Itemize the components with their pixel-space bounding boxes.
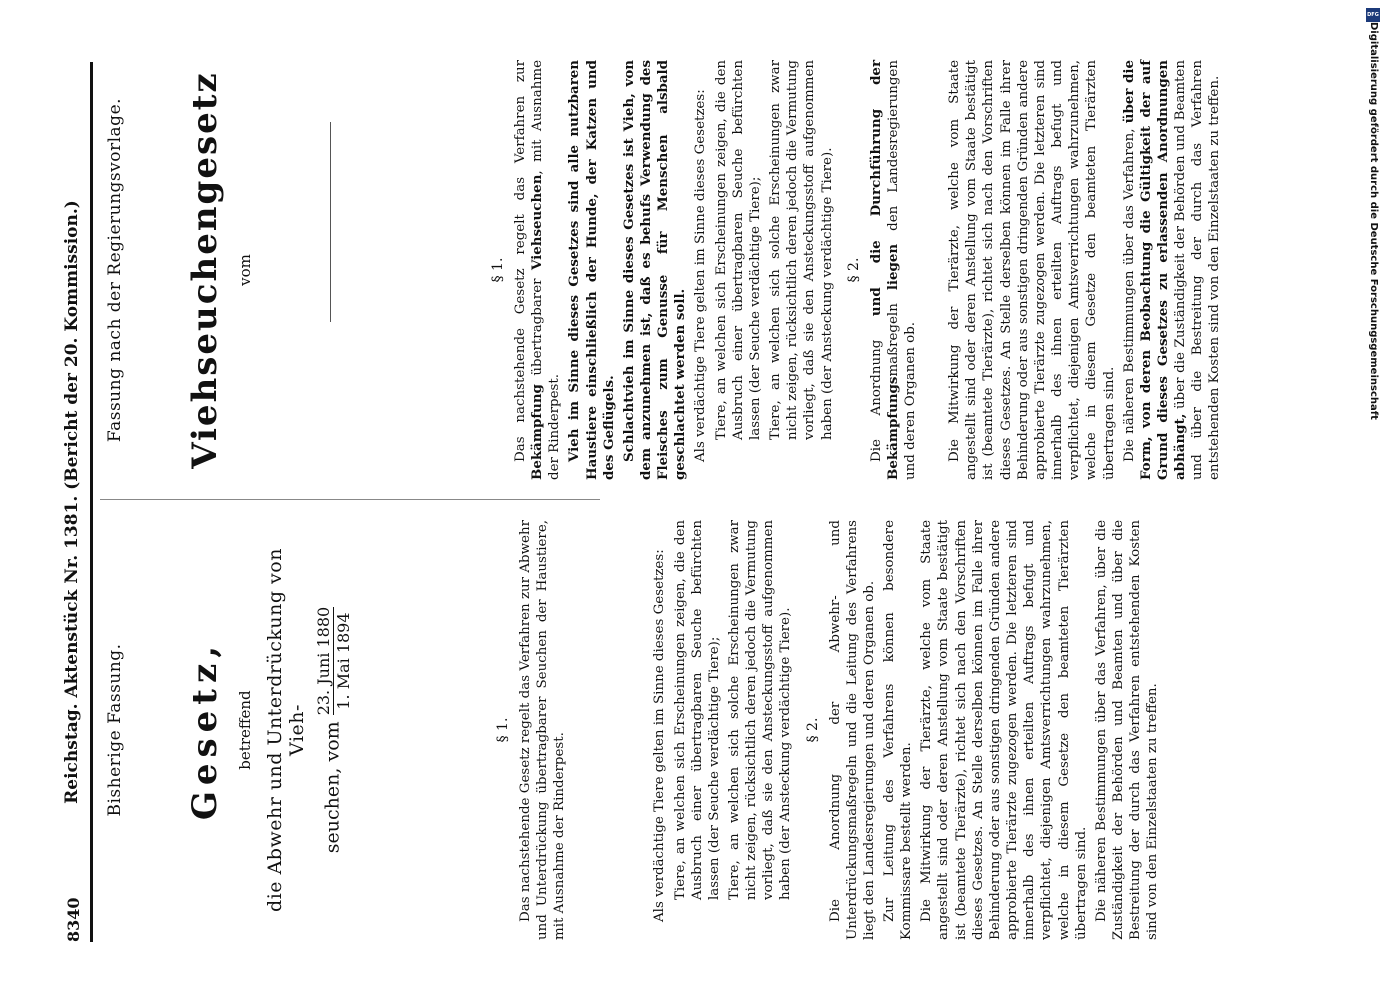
right-s1-p5: Tiere, an welchen sich Erscheinungen zeigen, die den Ausbruch einer übertragbaren Seuche befürchten lassen (der Seuche verdächtige Tiere);: [713, 60, 763, 440]
right-s2-p1-text-c: den Landesregierungen und deren Organen ob.: [885, 60, 918, 480]
right-s2-p1: [868, 60, 919, 480]
left-s2-p3: Die Mitwirkung der Tierärzte, welche vom Staate angestellt sind oder deren Anstellung vom Staate bestätigt ist (beamtete Tierärzte), richtet sich nach den Vorschriften dieses Gesetzes. An Stelle derselben können im Falle ihrer Behinderung oder aus sonstigen dringenden Gründen andere approbierte Tierärzte zugezogen werden. Die letzteren sind innerhalb des ihnen erteilten Auftrags befugt und verpflichtet, diejenigen Amtsverrichtungen wahrzunehmen, welche in diesem Gesetze den beamteten Tierärzten übertragen sind.: [919, 520, 1089, 940]
right-s1-p1-text-b: übertragbarer: [530, 270, 546, 385]
left-s2-p1: Die Anordnung der Abwehr- und Unterdrückungsmaßregeln und die Leitung des Verfahrens liegt den Landesregierungen und deren Organen ob.: [827, 520, 877, 940]
left-body: [485, 520, 1165, 940]
left-subject-line2: seuchen, vom: [321, 721, 344, 854]
right-s1-p2: Vieh im Sinne dieses Gesetzes sind alle nutzbaren Haustiere einschließlich der Hunde, der Katzen und des Geflügels.: [566, 60, 617, 480]
right-s2-p3-bold: über die Form, von deren Beobachtung die Gültigkeit der auf Grund dieses Gesetzes zu erlassenden Anordnungen abhängt,: [1120, 60, 1189, 480]
right-s1-p1: [512, 60, 563, 480]
left-date1: 23. Juni 1880: [313, 606, 333, 716]
header-rule: [90, 62, 93, 942]
right-s2-p3-text-a: Die näheren Bestimmungen über das Verfahren,: [1121, 123, 1137, 462]
left-s1-p2: Als verdächtige Tiere gelten im Sinne dieses Gesetzes:: [652, 549, 668, 922]
left-s2-p4: Die näheren Bestimmungen über das Verfahren, über die Zuständigkeit der Behörden und Beamten und über die Bestreitung der durch das Verfahren entstehenden Kosten sind von den Einzelstaaten zu treffen.: [1093, 520, 1161, 940]
right-s1-p1-text-c: , mit Ausnahme der Rinderpest.: [530, 59, 563, 480]
right-date-blank: [330, 122, 331, 322]
right-s2-p1-text-a: Die Anordnung: [868, 316, 884, 462]
digitization-credit: [1366, 22, 1380, 992]
dfg-logo: DFG: [1366, 8, 1380, 22]
right-s2-p2: Die Mitwirkung der Tierärzte, welche vom Staate angestellt sind oder deren Anstellung vom Staate bestätigt ist (beamtete Tierärzte), richtet sich nach den Vorschriften dieses Gesetzes. An Stelle derselben können im Falle ihrer Behinderung oder aus sonstigen dringenden Gründen andere approbierte Tierärzte zugezogen werden. Die letzteren sind innerhalb des ihnen erteilten Auftrags befugt und verpflichtet, diejenigen Amtsverrichtungen wahrzunehmen, welche in diesem Gesetze den beamteten Tierärzten übertragen sind.: [947, 60, 1117, 480]
left-s1-p3: Tiere, an welchen sich Erscheinungen zeigen, die den Ausbruch einer übertragbaren Seuche befürchten lassen (der Seuche verdächtige Tiere);: [672, 520, 722, 900]
right-title: Viehseuchengesetz: [185, 71, 225, 469]
right-s1-p1-bold-b: Viehseuchen: [529, 174, 546, 270]
running-title: Reichstag. Aktenstück Nr. 1381. (Bericht der 20. Kommission.): [62, 200, 82, 804]
left-s1-heading: § 1.: [495, 717, 511, 743]
right-s2-p1-bold-a: und die Durchführung der Bekämpfungs: [867, 59, 901, 480]
digitization-credit-text: Digitalisierung gefördert durch die Deutsche Forschungsgemeinschaft: [1368, 22, 1379, 420]
right-s1-p4: Als verdächtige Tiere gelten im Sinne dieses Gesetzes:: [693, 89, 709, 462]
right-s2-heading: § 2.: [845, 257, 862, 283]
right-s2-p1-bold-b: liegen: [884, 243, 901, 291]
right-body: [480, 60, 1227, 480]
right-s1-p3: Schlachtvieh im Sinne dieses Gesetzes ist Vieh, von dem anzunehmen ist, daß es behufs Verwendung des Fleisches zum Genusse für Menschen alsbald geschlachtet werden soll.: [620, 60, 689, 480]
page-header: [56, 62, 90, 942]
left-date-row: [314, 520, 353, 940]
left-s1-p1: Das nachstehende Gesetz regelt das Verfahren zur Abwehr und Unterdrückung übertragbarer Seuchen der Haustiere, mit Ausnahme der Rinderpest.: [517, 520, 568, 940]
right-s2-p3: [1121, 60, 1224, 480]
left-s1-p4: Tiere, an welchen sich solche Erscheinungen zwar nicht zeigen, rücksichtlich deren jedoch die Vermutung vorliegt, daß sie den Ansteckungsstoff aufgenommen haben (der Ansteckung verdächtige Tiere).: [727, 520, 794, 900]
left-dates: [314, 607, 353, 715]
right-title-block: [185, 60, 254, 480]
right-s2-p1-text-b: maßregeln: [885, 290, 901, 377]
right-s1-heading: § 1.: [490, 257, 506, 283]
left-betreffend: betreffend: [235, 690, 254, 770]
left-s2-p2: Zur Leitung des Verfahrens können besondere Kommissare bestellt werden.: [882, 520, 915, 940]
left-subject-line1: die Abwehr und Unterdrückung von Vieh-: [263, 548, 308, 912]
page-number: 8340: [64, 897, 83, 942]
right-s1-p6: Tiere, an welchen sich solche Erscheinungen zwar nicht zeigen, rücksichtlich deren jedoch die Vermutung vorliegt, daß sie den Ansteckungsstoff aufgenommen haben (der Ansteckung verdächtige Tiere).: [768, 60, 835, 440]
right-s1-p1-text-a: Das nachstehende Gesetz regelt das Verfahren zur: [512, 60, 528, 462]
right-s2-p3-text-b: über die Zuständigkeit der Behörden und Beamten und über die Bestreitung der durch das Verfahren entstehenden Kosten sind von den Einzelstaaten zu treffen.: [1173, 60, 1223, 480]
left-title-block: [185, 520, 353, 940]
right-s1-p1-bold-a: Bekämpfung: [529, 384, 546, 480]
left-date2: 1. Mai 1894: [333, 612, 353, 710]
left-title: Gesetz,: [185, 639, 225, 821]
left-column-heading: Bisherige Fassung.: [105, 643, 125, 817]
left-s2-heading: § 2.: [804, 717, 821, 743]
right-vom: vom: [235, 254, 254, 286]
right-column-heading: Fassung nach der Regierungsvorlage.: [105, 97, 125, 443]
column-divider: [100, 499, 600, 500]
